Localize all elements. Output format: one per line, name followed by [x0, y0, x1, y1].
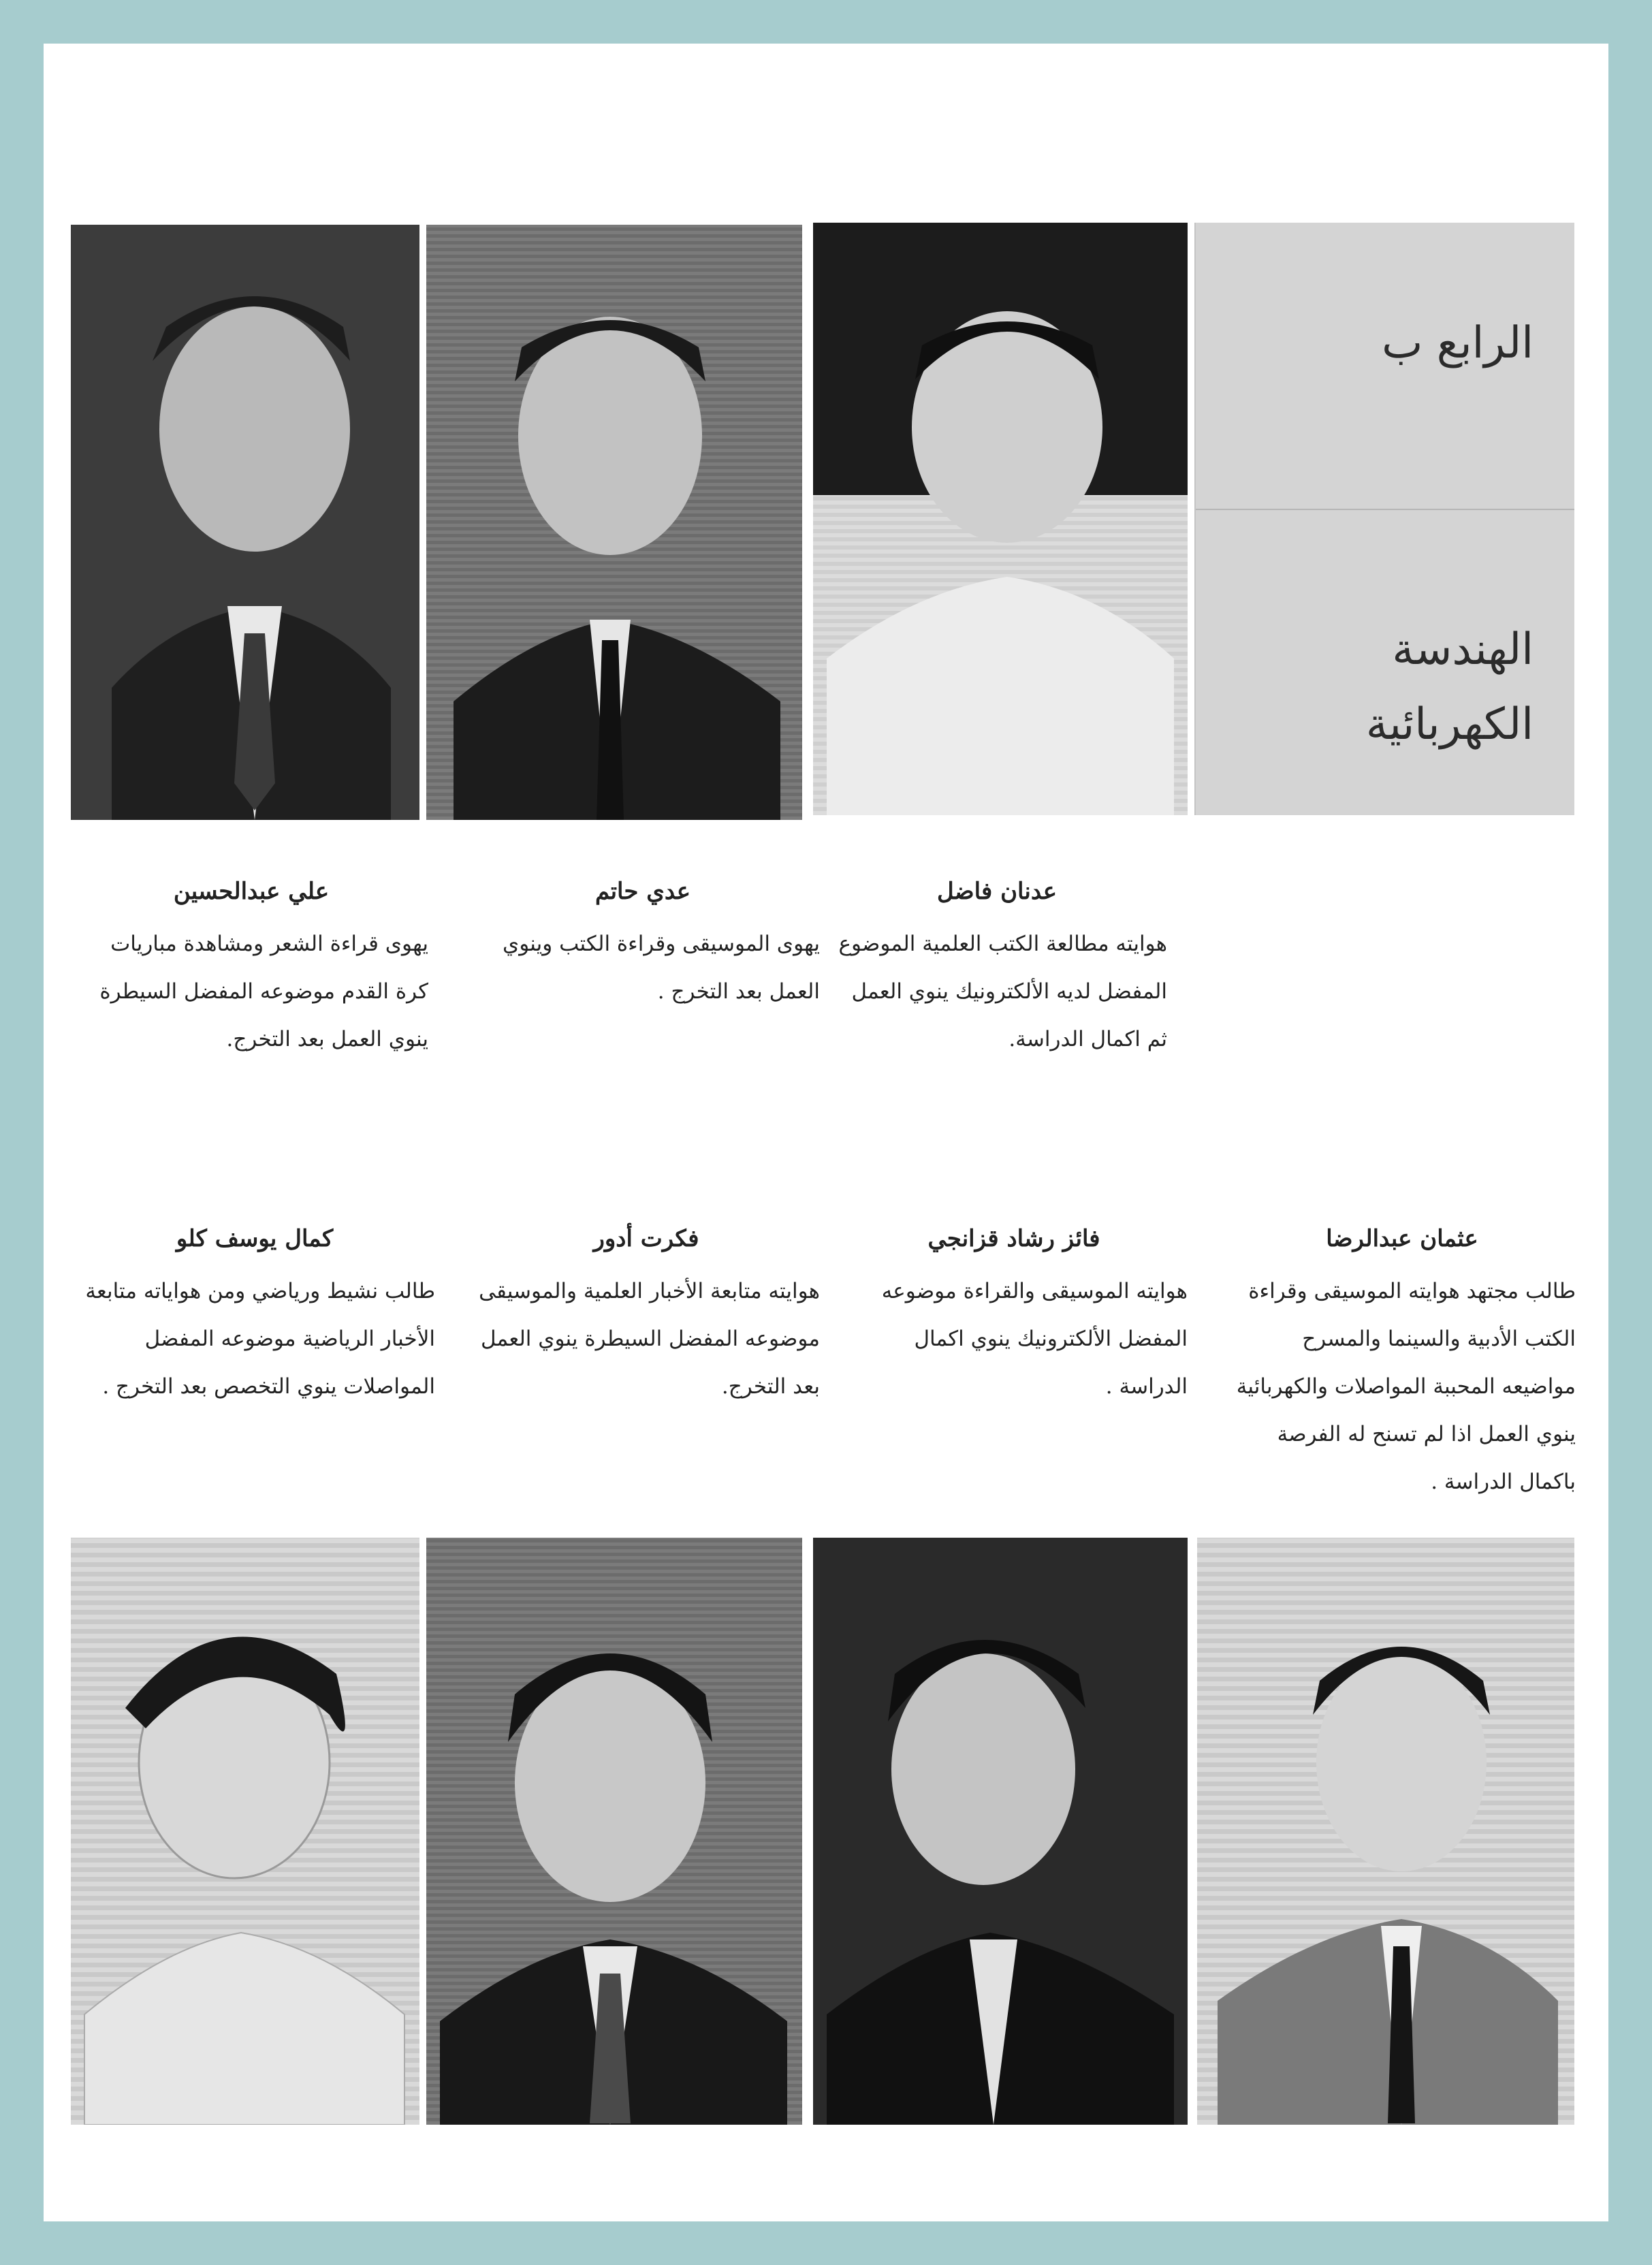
bio-fikrat — [473, 1225, 820, 1410]
department-title-line2: الكهربائية — [1365, 699, 1534, 750]
bio-text: هوايته الموسيقى والقراءة موضوعه المفضل الألكترونيك ينوي اكمال الدراسة . — [881, 1279, 1188, 1399]
portrait-photo-ali — [71, 225, 419, 820]
portrait-photo-fikrat — [426, 1538, 802, 2125]
bio-name: عدي حاتم — [594, 878, 691, 905]
portrait-photo-kamal — [71, 1538, 419, 2125]
class-title: الرابع ب — [1382, 318, 1534, 368]
bio-name: علي عبدالحسين — [173, 878, 330, 905]
bio-text: يهوى قراءة الشعر ومشاهدة مباريات كرة القدم موضوعه المفضل السيطرة ينوي العمل بعد التخرج. — [99, 932, 428, 1051]
portrait-photo-faiz — [813, 1538, 1188, 2125]
bio-ali — [74, 878, 428, 1063]
bio-text: طالب مجتهد هوايته الموسيقى وقراءة الكتب الأدبية والسينما والمسرح مواضيعه المحببة المواصلات والكهربائية ينوي العمل اذا لم تسنح له الفرصة باكمال الدراسة . — [1236, 1279, 1576, 1494]
panel-divider — [1196, 509, 1574, 510]
bio-text: هوايته متابعة الأخبار العلمية والموسيقى موضوعه المفضل السيطرة ينوي العمل بعد التخرج. — [479, 1279, 820, 1399]
bio-adnan — [827, 878, 1167, 1063]
portrait-photo-uday — [426, 225, 802, 820]
bio-name: فائز رشاد قزانجي — [927, 1225, 1100, 1252]
department-title-line1: الهندسة — [1392, 624, 1534, 675]
bio-faiz — [840, 1225, 1188, 1410]
bio-othman — [1228, 1225, 1576, 1506]
bio-kamal — [74, 1225, 435, 1410]
bio-name: عثمان عبدالرضا — [1326, 1225, 1478, 1252]
bio-text: طالب نشيط ورياضي ومن هواياته متابعة الأخبار الرياضية موضوعه المفضل المواصلات ينوي التخصص بعد التخرج . — [85, 1279, 435, 1399]
bio-uday — [466, 878, 820, 1015]
bio-text: هوايته مطالعة الكتب العلمية الموضوع المفضل لديه الألكترونيك ينوي العمل ثم اكمال الدراسة. — [838, 932, 1167, 1051]
bio-name: فكرت أدور — [593, 1225, 699, 1252]
portrait-photo-adnan — [813, 223, 1188, 815]
portrait-photo-othman — [1197, 1538, 1574, 2125]
bio-text: يهوى الموسيقى وقراءة الكتب وينوي العمل بعد التخرج . — [503, 932, 820, 1004]
bio-name: كمال يوسف كلو — [176, 1225, 334, 1252]
class-title-panel — [1194, 223, 1574, 815]
yearbook-page — [44, 44, 1608, 2221]
bio-name: عدنان فاضل — [937, 878, 1057, 905]
